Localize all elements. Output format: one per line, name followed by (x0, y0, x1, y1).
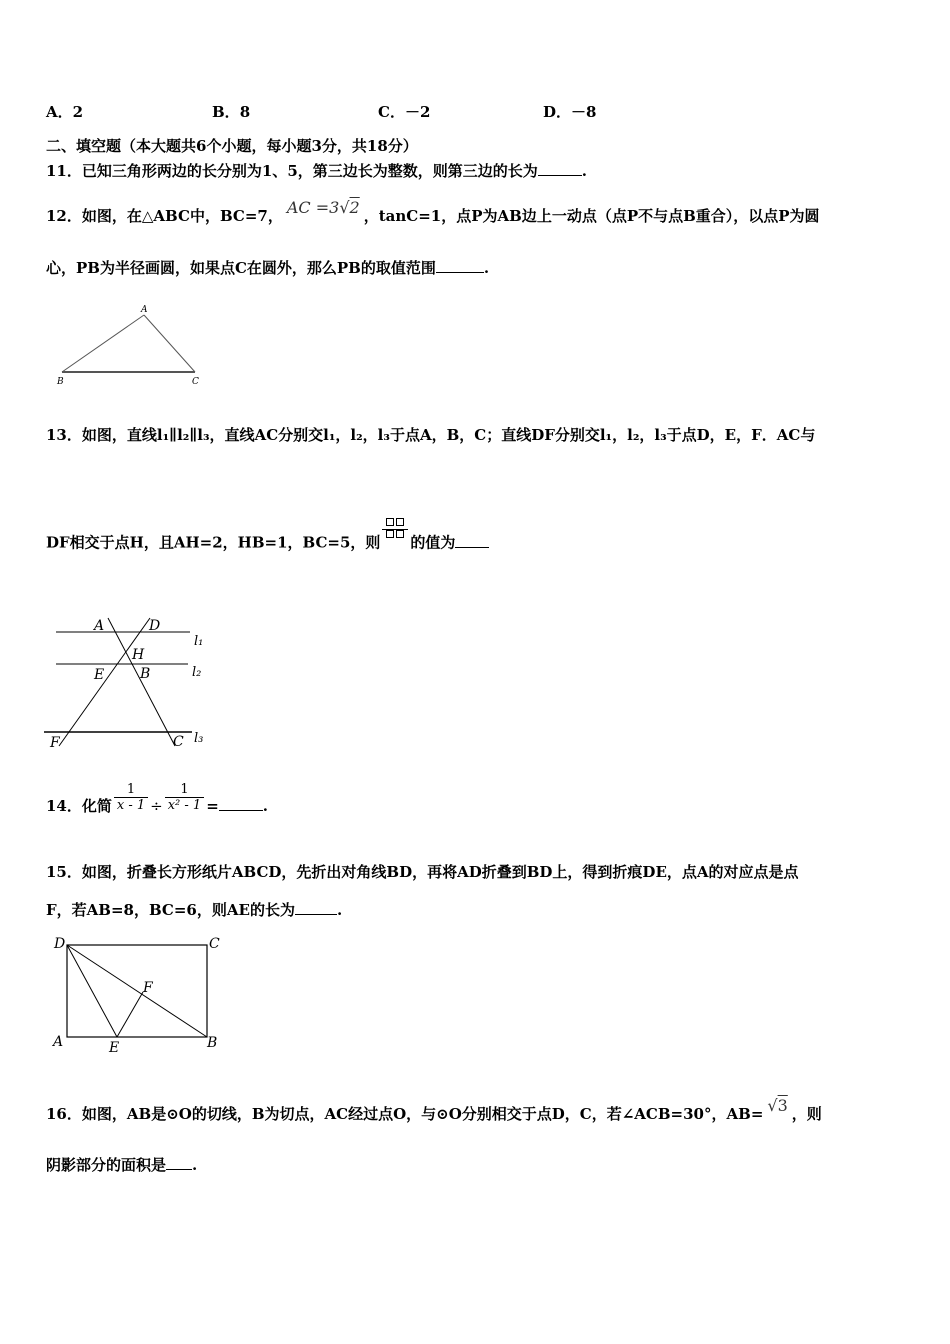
section-heading: 二、填空题（本大题共6个小题，每小题3分，共18分） (46, 137, 418, 155)
fig12-label-c: C (192, 377, 199, 387)
ac-formula: AC =3√2 (286, 198, 360, 217)
option-d: D．－8 (543, 103, 597, 121)
folded-rectangle-figure (48, 930, 238, 1060)
question-13-line-2: DF相交于点H，且AH=2，HB=1，BC=5，则 的值为 (46, 532, 489, 555)
fig13-label-d: D (149, 618, 161, 634)
fig13-label-e: E (94, 667, 105, 683)
question-15-line-2: F，若AB=8，BC=6，则AE的长为 . (46, 901, 343, 919)
fig13-label-a: A (94, 618, 105, 634)
fig13-label-l2: l₂ (192, 665, 202, 680)
fig12-label-a: A (141, 305, 148, 315)
fig13-label-h: H (132, 647, 145, 663)
fig15-label-e: E (109, 1040, 120, 1056)
fig15-label-d: D (54, 936, 66, 952)
fig13-label-f: F (50, 735, 60, 751)
fig12-label-b: B (57, 377, 64, 387)
triangle-abc-figure (52, 300, 212, 392)
question-12-line-1: 12．如图，在△ABC中，BC=7， AC =3√2 ，tanC=1，点P为AB边上一动点（点P不与点B重合），以点P为圆 (46, 198, 820, 225)
fig13-label-l3: l₃ (194, 731, 204, 746)
fraction-2: $\frac{1}{\text{x² - 1}}$ (165, 782, 204, 813)
option-c: C．－2 (378, 103, 431, 121)
question-14: 14．化简 $\frac{1}{x - 1}$ ÷ $\frac{1}{\text{x² - 1}}$ = . (46, 781, 269, 815)
fig13-label-l1: l₁ (194, 634, 204, 649)
question-12-line-2: 心，PB为半径画圆，如果点C在圆外，那么PB的取值范围 . (46, 259, 490, 277)
question-11: 11．已知三角形两边的长分别为1、5，第三边长为整数，则第三边的长为 . (46, 162, 587, 180)
fig15-label-f: F (143, 980, 153, 996)
parallel-lines-figure (42, 612, 222, 754)
question-13-line-1: 13．如图，直线l₁∥l₂∥l₃，直线AC分别交l₁，l₂，l₃于点A，B，C；直线DF分别交l₁，l₂，l₃于点D，E，F．AC与 (46, 426, 816, 444)
fig15-label-c: C (209, 936, 220, 952)
root-3: √3 (767, 1096, 788, 1115)
option-a: A．2 (46, 103, 84, 121)
question-16-line-1: 16．如图，AB是⊙O的切线，B为切点，AC经过点O，与⊙O分别相交于点D，C，若∠ACB=30°，AB= √3 ，则 (46, 1096, 822, 1123)
ratio-fraction (382, 518, 408, 541)
fraction-1: $\frac{1}{x - 1}$ (114, 782, 148, 813)
fig13-label-b: B (140, 666, 151, 682)
fig15-label-a: A (53, 1034, 64, 1050)
question-16-line-2: 阴影部分的面积是 . (46, 1156, 198, 1174)
option-b: B．8 (212, 103, 251, 121)
fig13-label-c: C (173, 734, 184, 750)
question-15-line-1: 15．如图，折叠长方形纸片ABCD，先折出对角线BD，再将AD折叠到BD上，得到折痕DE，点A的对应点是点 (46, 863, 799, 881)
fig15-label-b: B (207, 1035, 218, 1051)
